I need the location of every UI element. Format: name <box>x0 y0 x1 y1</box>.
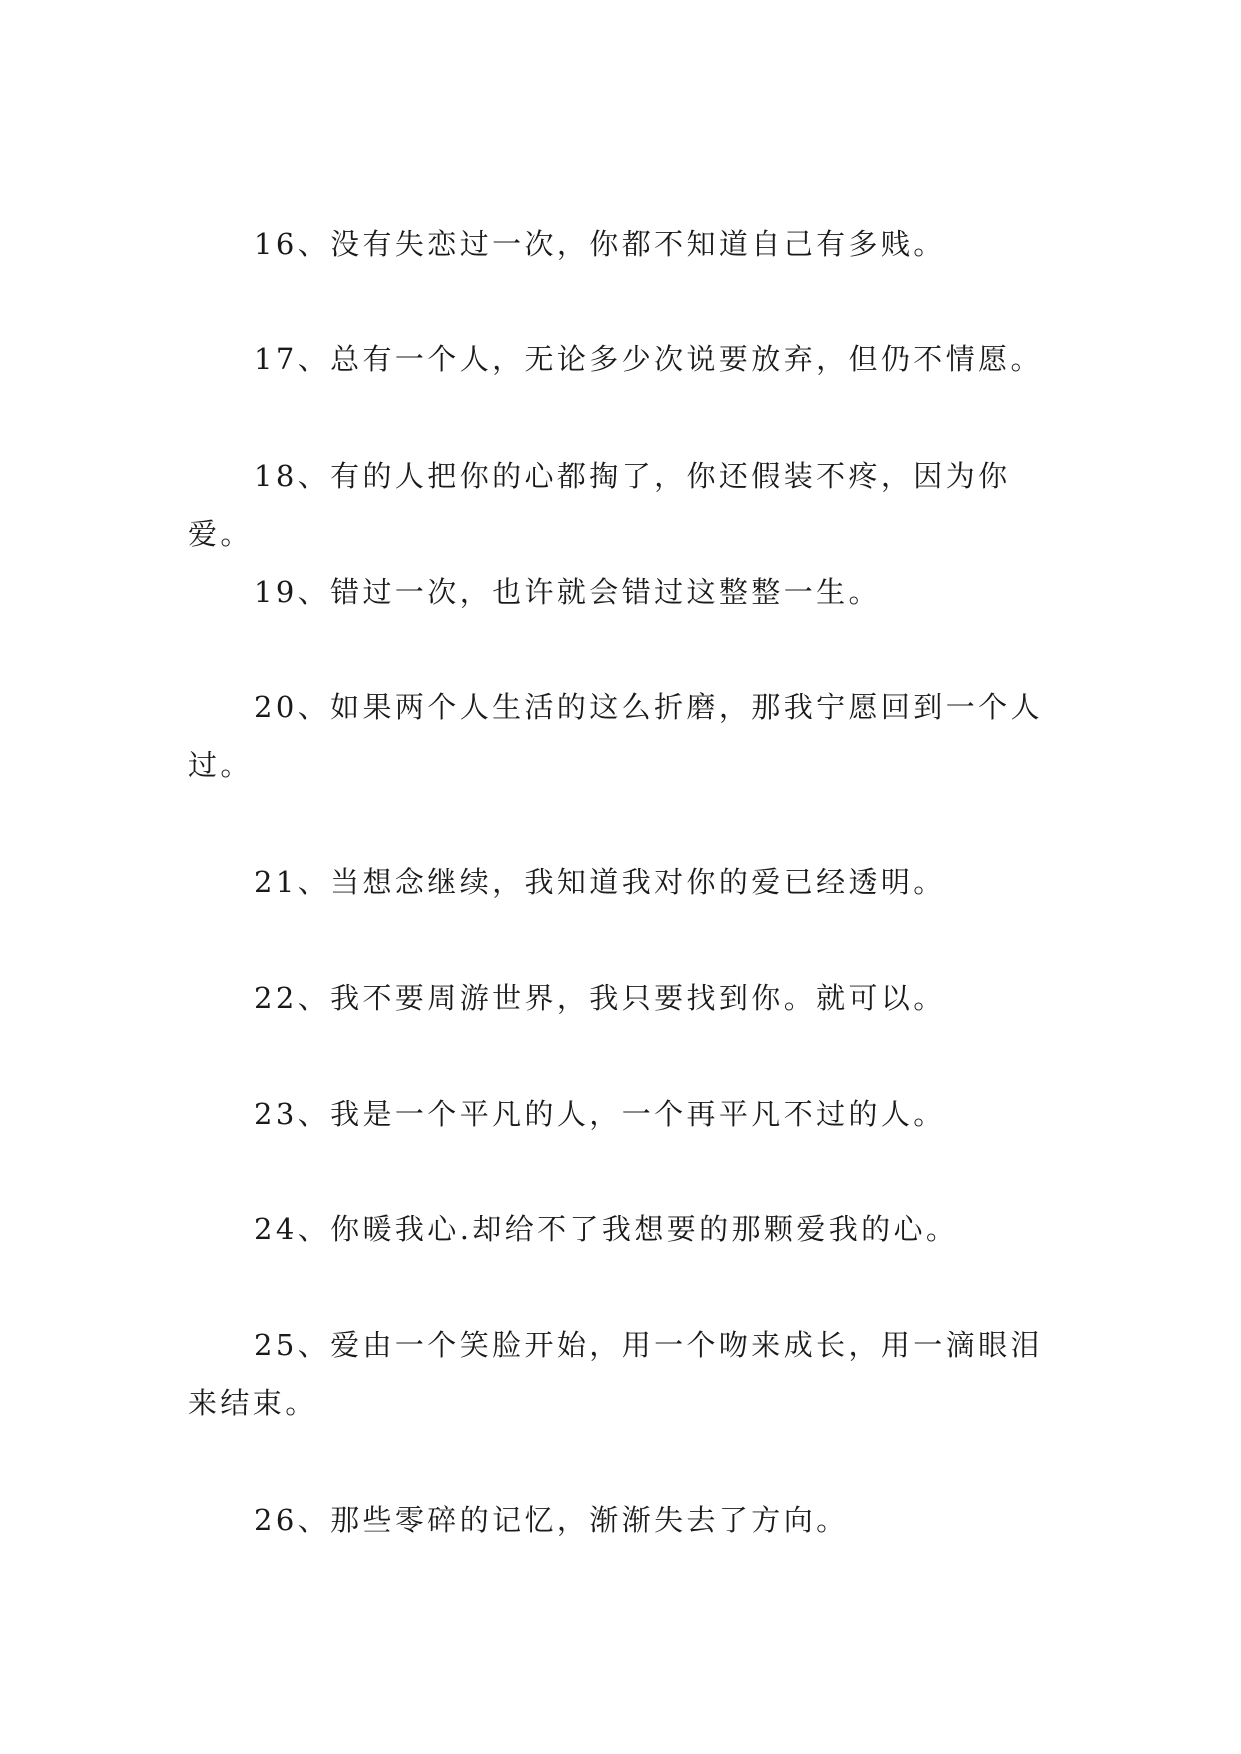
paragraph-23: 23、我是一个平凡的人，一个再平凡不过的人。 <box>254 1097 946 1131</box>
paragraph-26: 26、那些零碎的记忆，渐渐失去了方向。 <box>254 1503 849 1537</box>
paragraph-21: 21、当想念继续，我知道我对你的爱已经透明。 <box>254 865 946 899</box>
paragraph-20: 20、如果两个人生活的这么折磨，那我宁愿回到一个人过。 <box>188 690 1043 782</box>
paragraph-18: 18、有的人把你的心都掏了，你还假装不疼，因为你爱。 <box>188 459 1011 551</box>
paragraph-24: 24、你暖我心.却给不了我想要的那颗爱我的心。 <box>254 1212 959 1246</box>
paragraph-22: 22、我不要周游世界，我只要找到你。就可以。 <box>254 981 946 1015</box>
paragraph-19: 19、错过一次，也许就会错过这整整一生。 <box>254 575 881 609</box>
paragraph-17: 17、总有一个人，无论多少次说要放弃，但仍不情愿。 <box>254 342 1043 376</box>
paragraph-25: 25、爱由一个笑脸开始，用一个吻来成长，用一滴眼泪来结束。 <box>188 1328 1043 1420</box>
paragraph-16: 16、没有失恋过一次，你都不知道自己有多贱。 <box>254 227 946 261</box>
